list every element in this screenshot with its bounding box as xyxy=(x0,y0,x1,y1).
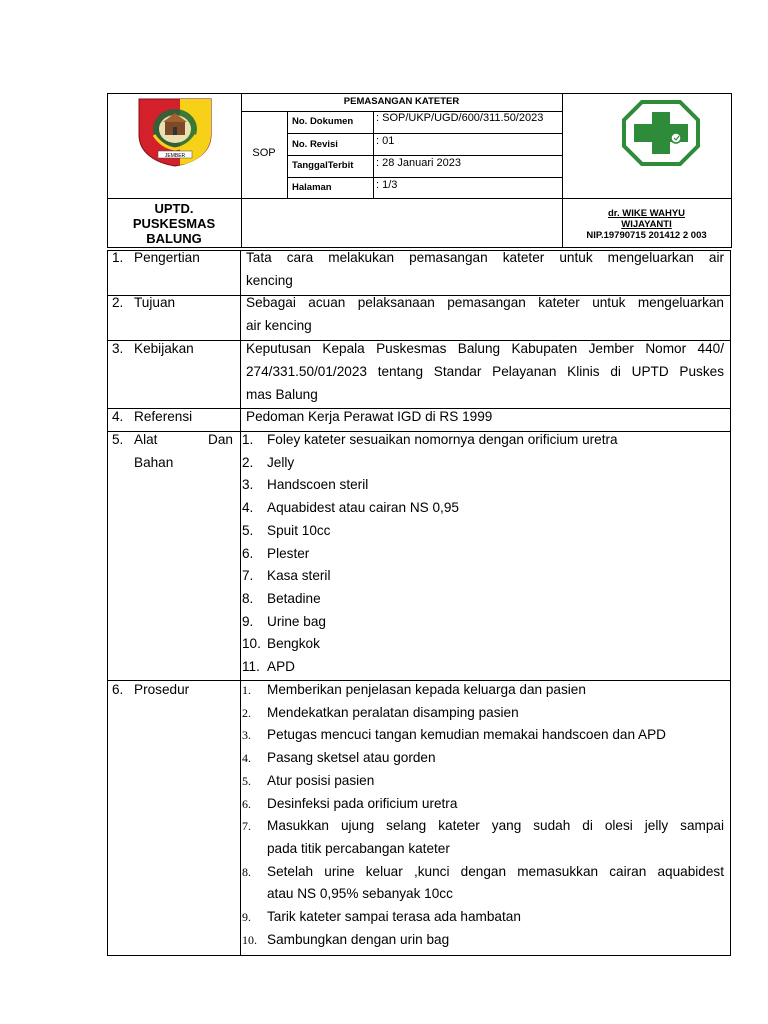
section-2-number: 2. xyxy=(112,295,124,310)
crest-text: JEMBER xyxy=(164,153,186,159)
section-1-line-1: Tata cara melakukan pemasangan kateter untuk mengeluarkan air xyxy=(246,250,724,265)
field-value-halaman: : 1/3 xyxy=(376,179,398,191)
list-item: 3. Petugas mencuci tangan kemudian memakai handscoen dan APD xyxy=(242,727,666,743)
section-5-label-dan: Dan xyxy=(208,432,233,447)
list-item: 8. Betadine xyxy=(242,590,321,606)
list-item: 8. Setelah urine keluar ,kunci dengan memasukkan cairan aquabidest xyxy=(242,863,724,879)
list-item: 10. Sambungkan dengan urin bag xyxy=(242,931,450,947)
list-item: 7. Kasa steril xyxy=(242,568,331,584)
regency-crest-logo xyxy=(136,97,214,167)
section-4-number: 4. xyxy=(112,409,124,424)
section-4-label: Referensi xyxy=(134,409,193,424)
section-6-label: Prosedur xyxy=(134,682,190,697)
document-title: PEMASANGAN KATETER xyxy=(343,96,460,107)
list-item: 5. Spuit 10cc xyxy=(242,522,331,538)
sop-label: SOP xyxy=(252,147,276,159)
list-item: 11. APD xyxy=(242,659,295,675)
list-item: 6. Plester xyxy=(242,545,310,561)
section-3-line-2: 274/331.50/01/2023 tentang Standar Pelayanan Klinis di UPTD Puskes xyxy=(246,364,724,379)
list-item-continuation: atau NS 0,95% sebanyak 10cc xyxy=(267,886,453,902)
section-1-number: 1. xyxy=(112,250,124,265)
signer-name-line-2: WIJAYANTI xyxy=(621,219,672,230)
institution-line-1: UPTD. xyxy=(154,201,194,216)
list-item: 7. Masukkan ujung selang kateter yang sudah di olesi jelly sampai xyxy=(242,818,724,834)
list-item: 10. Bengkok xyxy=(242,636,320,652)
section-6-number: 6. xyxy=(112,682,124,697)
institution-line-3: BALUNG xyxy=(146,231,202,246)
puskesmas-cross-logo xyxy=(622,100,700,166)
materials-list xyxy=(242,429,724,679)
signer-nip: NIP.19790715 201412 2 003 xyxy=(586,230,707,241)
field-value-no-revisi: : 01 xyxy=(376,135,395,147)
field-value-no-dokumen: : SOP/UKP/UGD/600/311.50/2023 xyxy=(376,112,544,124)
list-item: 9. Urine bag xyxy=(242,613,326,629)
procedure-list xyxy=(242,679,724,951)
list-item: 5. Atur posisi pasien xyxy=(242,772,375,788)
section-3-line-1: Keputusan Kepala Puskesmas Balung Kabupaten Jember Nomor 440/ xyxy=(246,341,724,356)
field-value-tanggal-terbit: : 28 Januari 2023 xyxy=(376,157,462,169)
list-item: 1. Foley kateter sesuaikan nomornya dengan orificium uretra xyxy=(242,432,618,447)
list-item: 6. Desinfeksi pada orificium uretra xyxy=(242,795,458,811)
institution-line-2: PUSKESMAS xyxy=(132,216,216,231)
section-5-number: 5. xyxy=(112,432,124,447)
section-4-line-1: Pedoman Kerja Perawat IGD di RS 1999 xyxy=(246,409,493,424)
section-3-label: Kebijakan xyxy=(134,341,194,356)
field-label-no-dokumen: No. Dokumen xyxy=(292,116,354,127)
field-label-tanggal-terbit: TanggalTerbit xyxy=(292,160,354,171)
section-1-line-2: kencing xyxy=(246,273,293,288)
section-2-line-1: Sebagai acuan pelaksanaan pemasangan kateter untuk mengeluarkan xyxy=(246,295,724,310)
list-item-continuation: pada titik percabangan kateter xyxy=(267,840,450,856)
section-3-number: 3. xyxy=(112,341,124,356)
section-5-label-alat: Alat xyxy=(134,432,158,447)
section-2-line-2: air kencing xyxy=(246,318,312,333)
field-label-halaman: Halaman xyxy=(292,182,332,193)
section-2-label: Tujuan xyxy=(134,295,176,310)
field-label-no-revisi: No. Revisi xyxy=(292,139,338,150)
section-3-line-3: mas Balung xyxy=(246,387,318,402)
list-item: 3. Handscoen steril xyxy=(242,477,369,493)
signer-name-line-1: dr. WIKE WAHYU xyxy=(607,208,686,219)
list-item: 1. Memberikan penjelasan kepada keluarga dan pasien xyxy=(242,682,586,697)
list-item: 4. Pasang sketsel atau gorden xyxy=(242,750,436,766)
list-item: 2. Mendekatkan peralatan disamping pasien xyxy=(242,704,519,720)
section-5-label-bahan: Bahan xyxy=(134,455,174,470)
list-item: 4. Aquabidest atau cairan NS 0,95 xyxy=(242,500,459,516)
list-item: 9. Tarik kateter sampai terasa ada hambatan xyxy=(242,909,521,925)
section-1-label: Pengertian xyxy=(134,250,200,265)
list-item: 2. Jelly xyxy=(242,454,295,470)
